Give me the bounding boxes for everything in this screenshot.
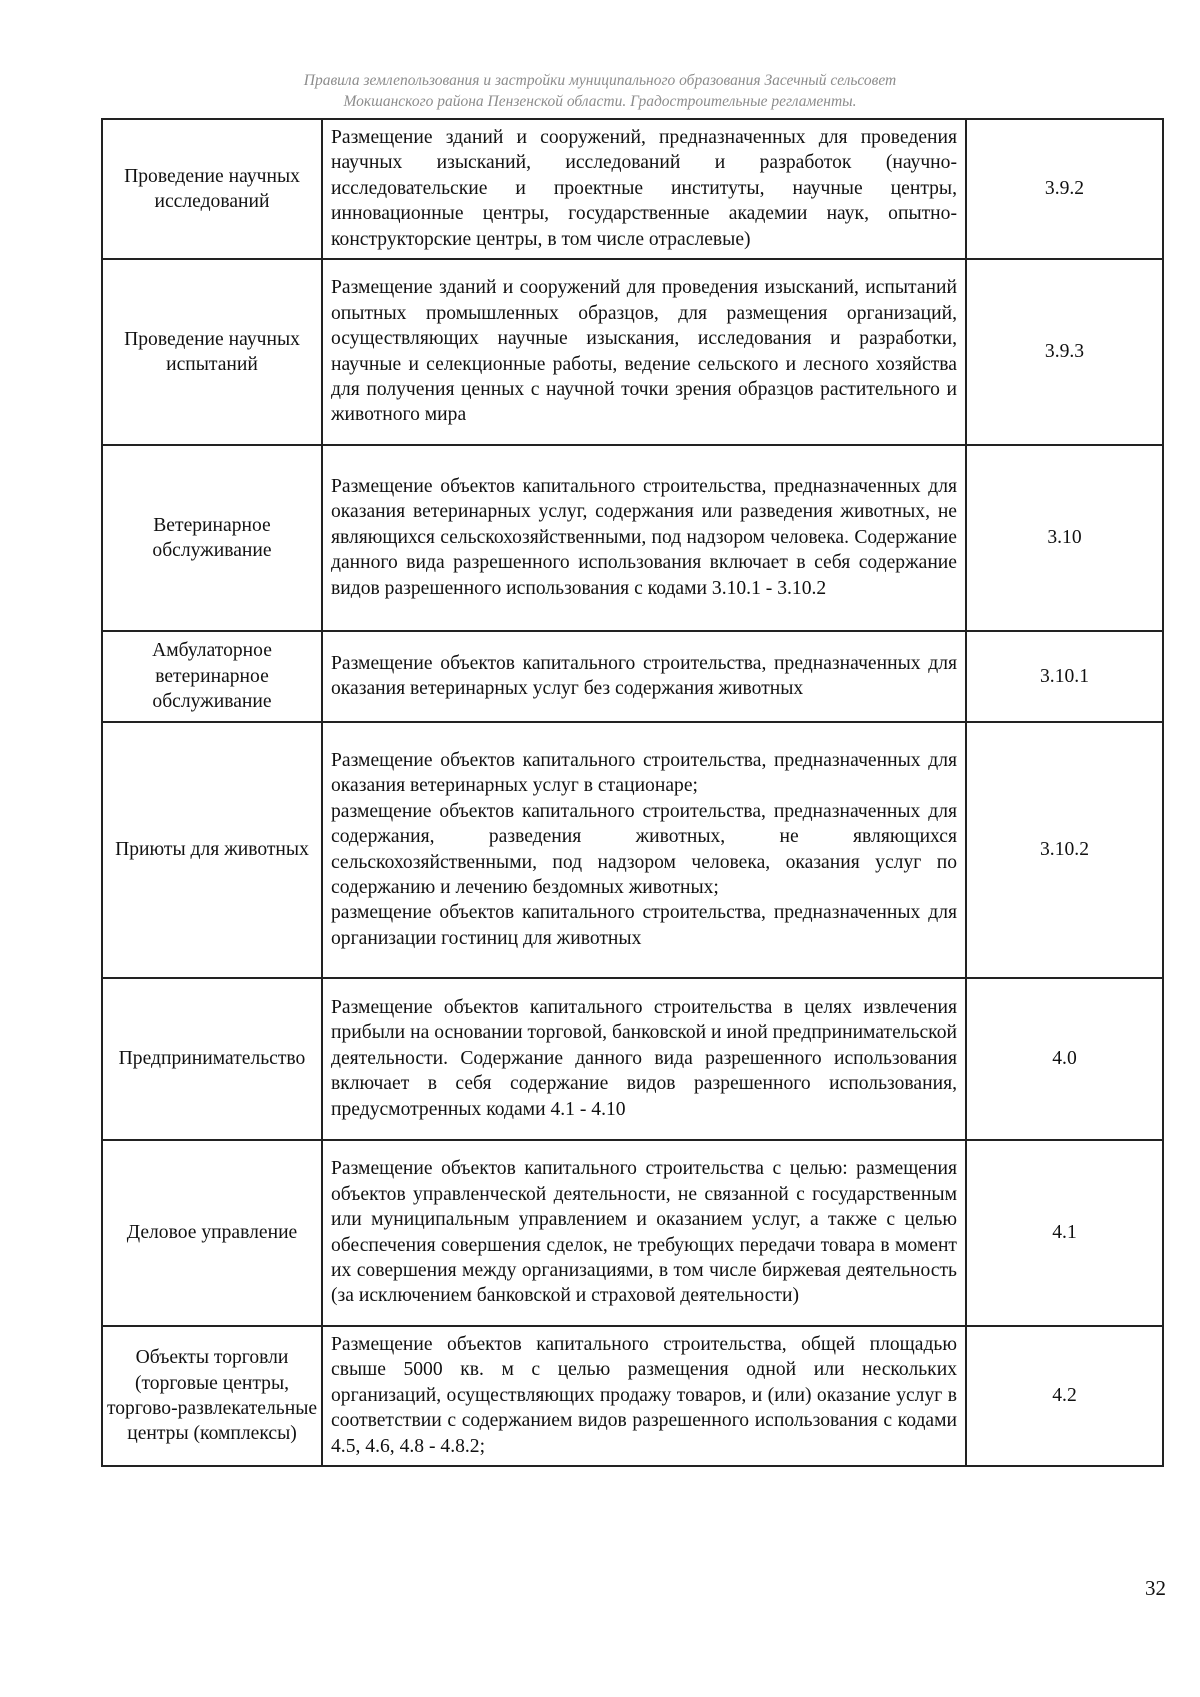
- description-part: размещение объектов капитального строительства, предназначенных для организации гостиниц для животных: [331, 902, 957, 949]
- land-use-description: Размещение объектов капитального строительства, предназначенных для оказания ветеринарных услуг, содержания или разведения животных, не являющихся сельскохозяйственными, под надзором человека. Содержание данного вида разрешенного использования включает в себя содержание видов разрешенного использования с кодами 3.10.1 - 3.10.2: [322, 445, 966, 631]
- land-use-name: Амбулаторное ветеринарное обслуживание: [102, 631, 322, 722]
- land-use-name: Проведение научных испытаний: [102, 259, 322, 445]
- description-part: размещение объектов капитального строительства, предназначенных для содержания, разведения животных, не являющихся сельскохозяйственными, под надзором человека, оказания услуг по содержанию и лечению бездомных животных;: [331, 800, 957, 898]
- description-part: Размещение объектов капитального строительства, предназначенных для оказания ветеринарных услуг в стационаре;: [331, 749, 957, 797]
- land-use-code: 3.10.2: [966, 722, 1163, 978]
- land-use-name: Деловое управление: [102, 1140, 322, 1326]
- table-row: [102, 631, 1163, 722]
- table-row: [102, 978, 1163, 1140]
- running-header: [100, 70, 1100, 112]
- land-use-code: 4.2: [966, 1326, 1163, 1466]
- land-use-code: 4.0: [966, 978, 1163, 1140]
- land-use-code: 4.1: [966, 1140, 1163, 1326]
- table-row: [102, 1326, 1163, 1466]
- running-header-line-2: Мокшанского района Пензенской области. Градостроительные регламенты.: [343, 93, 857, 110]
- land-use-name: Объекты торговли (торговые центры, торгово-развлекательные центры (комплексы): [102, 1326, 322, 1466]
- land-use-table: [101, 118, 1164, 1467]
- page-number: 32: [1145, 1576, 1166, 1600]
- table-row: [102, 259, 1163, 445]
- table-row: [102, 119, 1163, 259]
- land-use-name: Приюты для животных: [102, 722, 322, 978]
- land-use-description: Размещение объектов капитального строительства в целях извлечения прибыли на основании торговой, банковской и иной предпринимательской деятельности. Содержание данного вида разрешенного использования включает в себя содержание видов разрешенного использования, предусмотренных кодами 4.1 - 4.10: [322, 978, 966, 1140]
- land-use-description: Размещение зданий и сооружений, предназначенных для проведения научных изысканий, исследований и разработок (научно-исследовательские и проектные институты, научные центры, инновационные центры, государственные академии наук, опытно-конструкторские центры, в том числе отраслевые): [322, 119, 966, 259]
- table-row: [102, 1140, 1163, 1326]
- land-use-code: 3.9.3: [966, 259, 1163, 445]
- land-use-description: Размещение объектов капитального строительства с целью: размещения объектов управленческой деятельности, не связанной с государственным или муниципальным управлением и оказанием услуг, а также с целью обеспечения совершения сделок, не требующих передачи товара в момент их совершения между организациями, в том числе биржевая деятельность (за исключением банковской и страховой деятельности): [322, 1140, 966, 1326]
- table-row: [102, 722, 1163, 978]
- land-use-name: Ветеринарное обслуживание: [102, 445, 322, 631]
- land-use-code: 3.9.2: [966, 119, 1163, 259]
- land-use-description: Размещение зданий и сооружений для проведения изысканий, испытаний опытных промышленных образцов, для размещения организаций, осуществляющих научные изыскания, исследования и разработки, научные и селекционные работы, ведение сельского и лесного хозяйства для получения ценных с научной точки зрения образцов растительного и животного мира: [322, 259, 966, 445]
- land-use-name: Проведение научных исследований: [102, 119, 322, 259]
- land-use-description: Размещение объектов капитального строительства, общей площадью свыше 5000 кв. м с целью размещения одной или нескольких организаций, осуществляющих продажу товаров, и (или) оказание услуг в соответствии с содержанием видов разрешенного использования с кодами 4.5, 4.6, 4.8 - 4.8.2;: [322, 1326, 966, 1466]
- land-use-code: 3.10: [966, 445, 1163, 631]
- land-use-code: 3.10.1: [966, 631, 1163, 722]
- table-row: [102, 445, 1163, 631]
- land-use-description: [322, 722, 966, 978]
- land-use-name: Предпринимательство: [102, 978, 322, 1140]
- running-header-line-1: Правила землепользования и застройки муниципального образования Засечный сельсовет: [303, 72, 897, 89]
- land-use-description: Размещение объектов капитального строительства, предназначенных для оказания ветеринарных услуг без содержания животных: [322, 631, 966, 722]
